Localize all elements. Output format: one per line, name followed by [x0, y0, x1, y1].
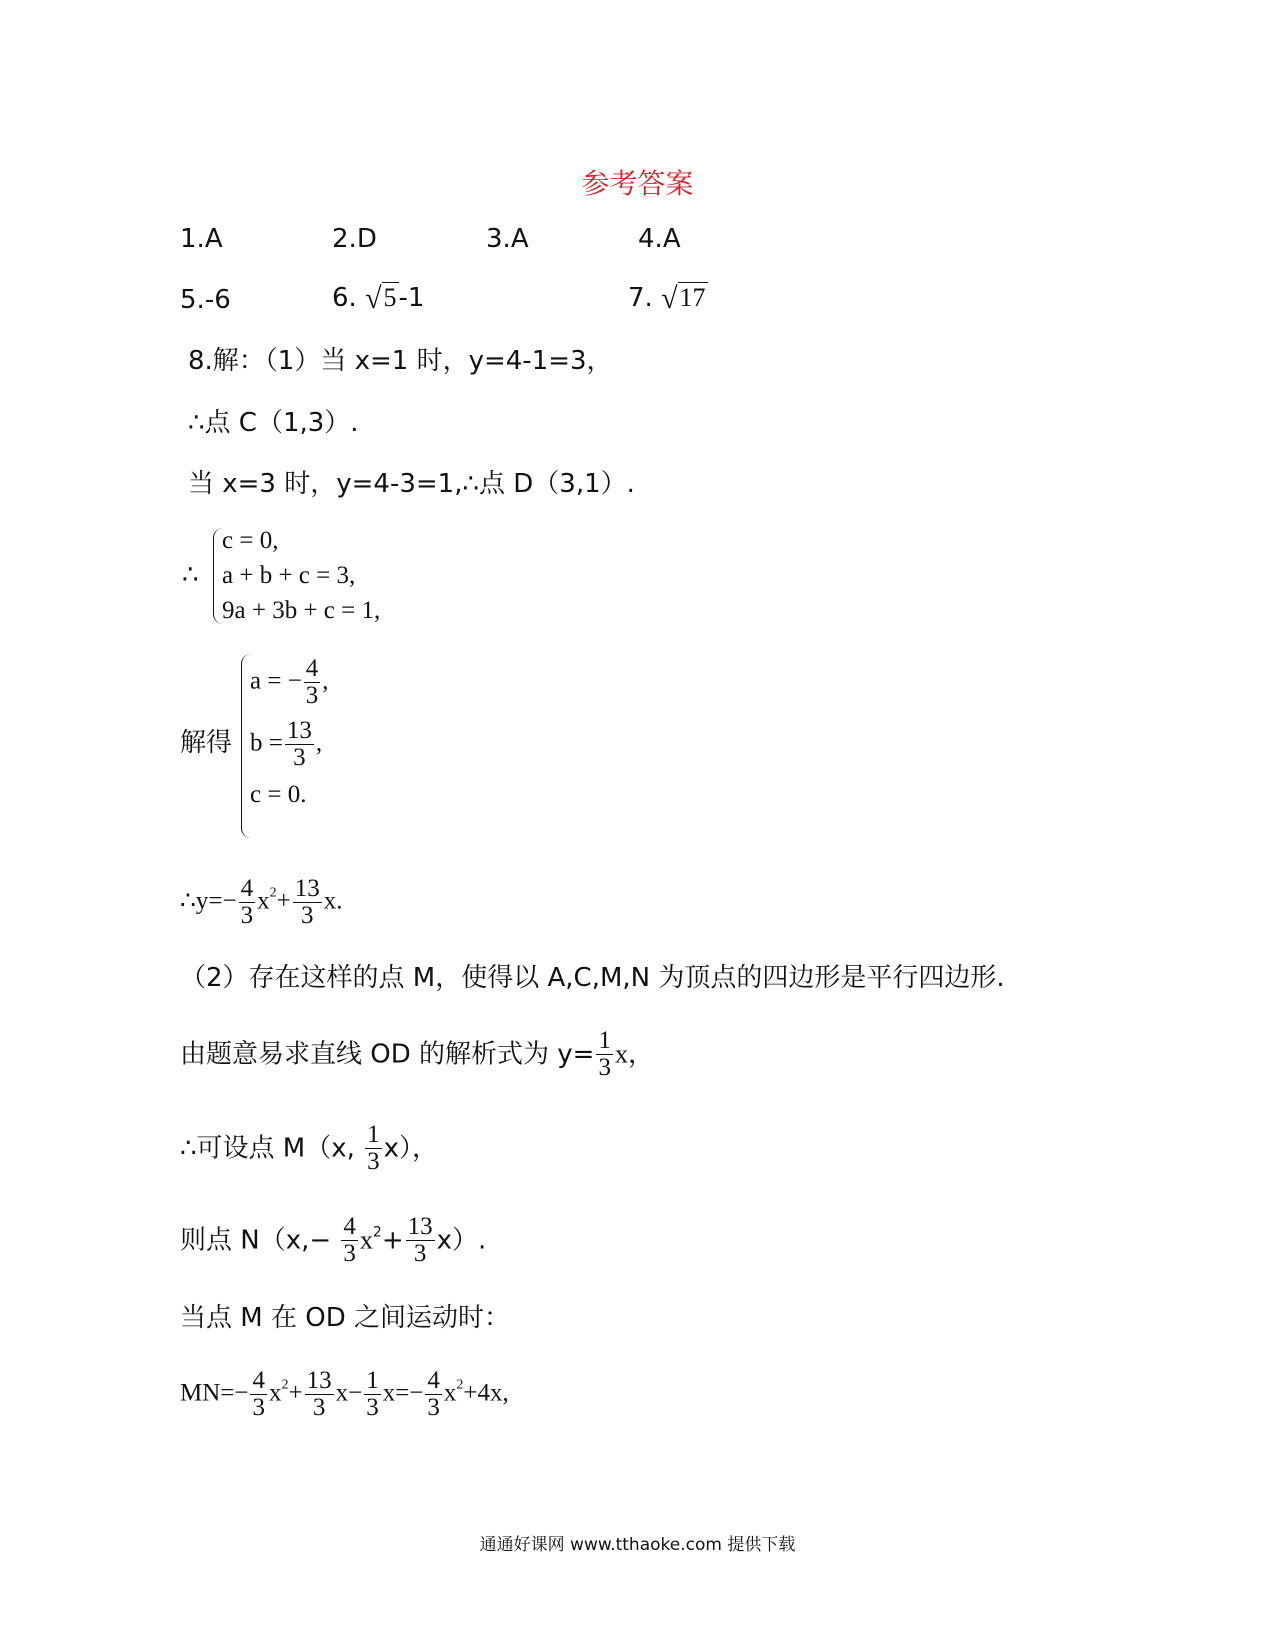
- denominator: 3: [598, 1054, 611, 1082]
- denominator: 3: [343, 1240, 356, 1268]
- answer-4: [638, 226, 681, 252]
- solution-a-tail: ,: [322, 667, 329, 695]
- point-n-formula: [180, 1214, 486, 1268]
- system-eq-2: a + b + c = 3,: [222, 562, 356, 589]
- system-eq-3: 9a + 3b + c = 1,: [222, 597, 381, 624]
- exponent: 2: [269, 885, 277, 901]
- answer-1: [180, 226, 223, 252]
- answer-6: [332, 284, 424, 314]
- variable: x: [257, 887, 270, 915]
- answer-number: 3.: [486, 224, 511, 254]
- answer-value: A: [510, 224, 529, 254]
- moving-text: 当点 M 在 OD 之间运动时：: [180, 1303, 510, 1333]
- numerator: 4: [240, 875, 254, 902]
- fraction: [250, 1368, 267, 1422]
- therefore-symbol: ∴: [182, 560, 199, 590]
- answer-value: -6: [204, 285, 231, 315]
- numerator: 1: [598, 1027, 611, 1054]
- answer-5: [180, 287, 231, 313]
- solution-b-tail: ,: [315, 729, 323, 757]
- result-prefix: ∴y=−: [180, 887, 237, 915]
- fraction: [305, 1368, 334, 1422]
- denominator: 3: [300, 902, 314, 930]
- numerator: 13: [306, 1367, 332, 1394]
- numerator: 4: [305, 655, 319, 682]
- denominator: 3: [366, 1394, 379, 1422]
- point-m-formula: [180, 1122, 438, 1176]
- denominator: 3: [312, 1394, 326, 1422]
- fraction: [596, 1028, 613, 1082]
- m-tail: x），: [383, 1133, 439, 1164]
- system-eq-1: c = 0,: [222, 527, 279, 554]
- footer-text: 通通好课网 www.tthaoke.com 提供下载: [479, 1535, 796, 1555]
- radicand: 17: [679, 283, 706, 312]
- exponent: 2: [372, 1224, 382, 1241]
- denominator: 3: [427, 1394, 440, 1422]
- od-tail: x，: [614, 1039, 654, 1069]
- solution-a: [250, 656, 329, 710]
- answer-number: 4.: [638, 224, 663, 254]
- answer-value: A: [662, 224, 681, 254]
- answer-number: 5.: [180, 285, 205, 315]
- n-text: 则点 N（x,−: [180, 1225, 332, 1256]
- answer-number: 2.: [332, 224, 357, 254]
- numerator: 4: [252, 1367, 265, 1394]
- answer-value: A: [204, 224, 223, 254]
- radicand: 5: [383, 283, 397, 312]
- denominator: 3: [413, 1240, 427, 1268]
- denominator: 3: [367, 1148, 380, 1176]
- m-text: ∴可设点 M（x,: [180, 1133, 355, 1164]
- solution-c: c = 0.: [250, 781, 307, 808]
- denominator: 3: [252, 1394, 265, 1422]
- numerator: 13: [286, 717, 312, 744]
- answer-tail: -1: [398, 283, 425, 313]
- numerator: 4: [343, 1213, 356, 1240]
- operator: +: [276, 887, 291, 915]
- answer-2: [332, 226, 377, 252]
- result-formula: [180, 876, 342, 930]
- answer-number: 7.: [628, 283, 653, 313]
- od-formula: [180, 1028, 654, 1082]
- numerator: 13: [294, 875, 320, 902]
- fraction: [239, 876, 256, 930]
- q8-point-c: ∴点 C（1,3）.: [188, 408, 359, 438]
- answer-3: [486, 226, 529, 252]
- fraction: [425, 1368, 442, 1422]
- variable: x: [443, 1379, 457, 1407]
- fraction: [406, 1214, 435, 1268]
- denominator: 3: [293, 744, 306, 772]
- page-title: 参考答案: [581, 167, 694, 200]
- numerator: 1: [366, 1367, 379, 1394]
- fraction: [293, 876, 322, 930]
- fraction: [304, 656, 321, 710]
- variable: x=−: [382, 1379, 424, 1407]
- answer-7: [628, 284, 708, 314]
- solution-b-left: b =: [250, 729, 283, 757]
- fraction: [285, 718, 314, 772]
- sqrt-expression: √5: [365, 282, 397, 315]
- operator: +: [288, 1379, 303, 1407]
- numerator: 4: [427, 1367, 440, 1394]
- exponent: 2: [281, 1377, 289, 1393]
- variable: x: [268, 1379, 282, 1407]
- fraction: [364, 1368, 381, 1422]
- variable: x−: [335, 1379, 363, 1407]
- n-tail: x）.: [436, 1225, 487, 1256]
- operator: +: [381, 1225, 404, 1256]
- od-text: 由题意易求直线 OD 的解析式为 y=: [180, 1039, 595, 1070]
- q8-intro: 8.解：（1）当 x=1 时，y=4-1=3，: [188, 346, 613, 376]
- fraction: [365, 1122, 382, 1176]
- result-tail: x.: [323, 887, 343, 915]
- q8-point-d: 当 x=3 时，y=4-3=1,∴点 D（3,1）.: [188, 469, 635, 499]
- mn-prefix: MN=−: [180, 1379, 249, 1407]
- variable: x: [359, 1225, 373, 1255]
- solution-a-left: a = −: [250, 667, 302, 695]
- q8-part2: （2）存在这样的点 M，使得以 A,C,M,N 为顶点的四边形是平行四边形.: [180, 963, 1005, 993]
- sqrt-expression: √17: [661, 282, 706, 315]
- numerator: 13: [407, 1213, 433, 1240]
- fraction: [341, 1214, 358, 1268]
- solve-prefix: 解得: [180, 728, 233, 758]
- solution-b: [250, 718, 322, 772]
- exponent: 2: [456, 1377, 464, 1393]
- answer-number: 6.: [332, 283, 357, 313]
- mn-formula: [180, 1368, 509, 1422]
- numerator: 1: [367, 1121, 380, 1148]
- answer-value: D: [356, 224, 377, 254]
- mn-tail: +4x,: [463, 1379, 509, 1407]
- denominator: 3: [240, 902, 254, 930]
- denominator: 3: [305, 682, 319, 710]
- answer-number: 1.: [180, 224, 205, 254]
